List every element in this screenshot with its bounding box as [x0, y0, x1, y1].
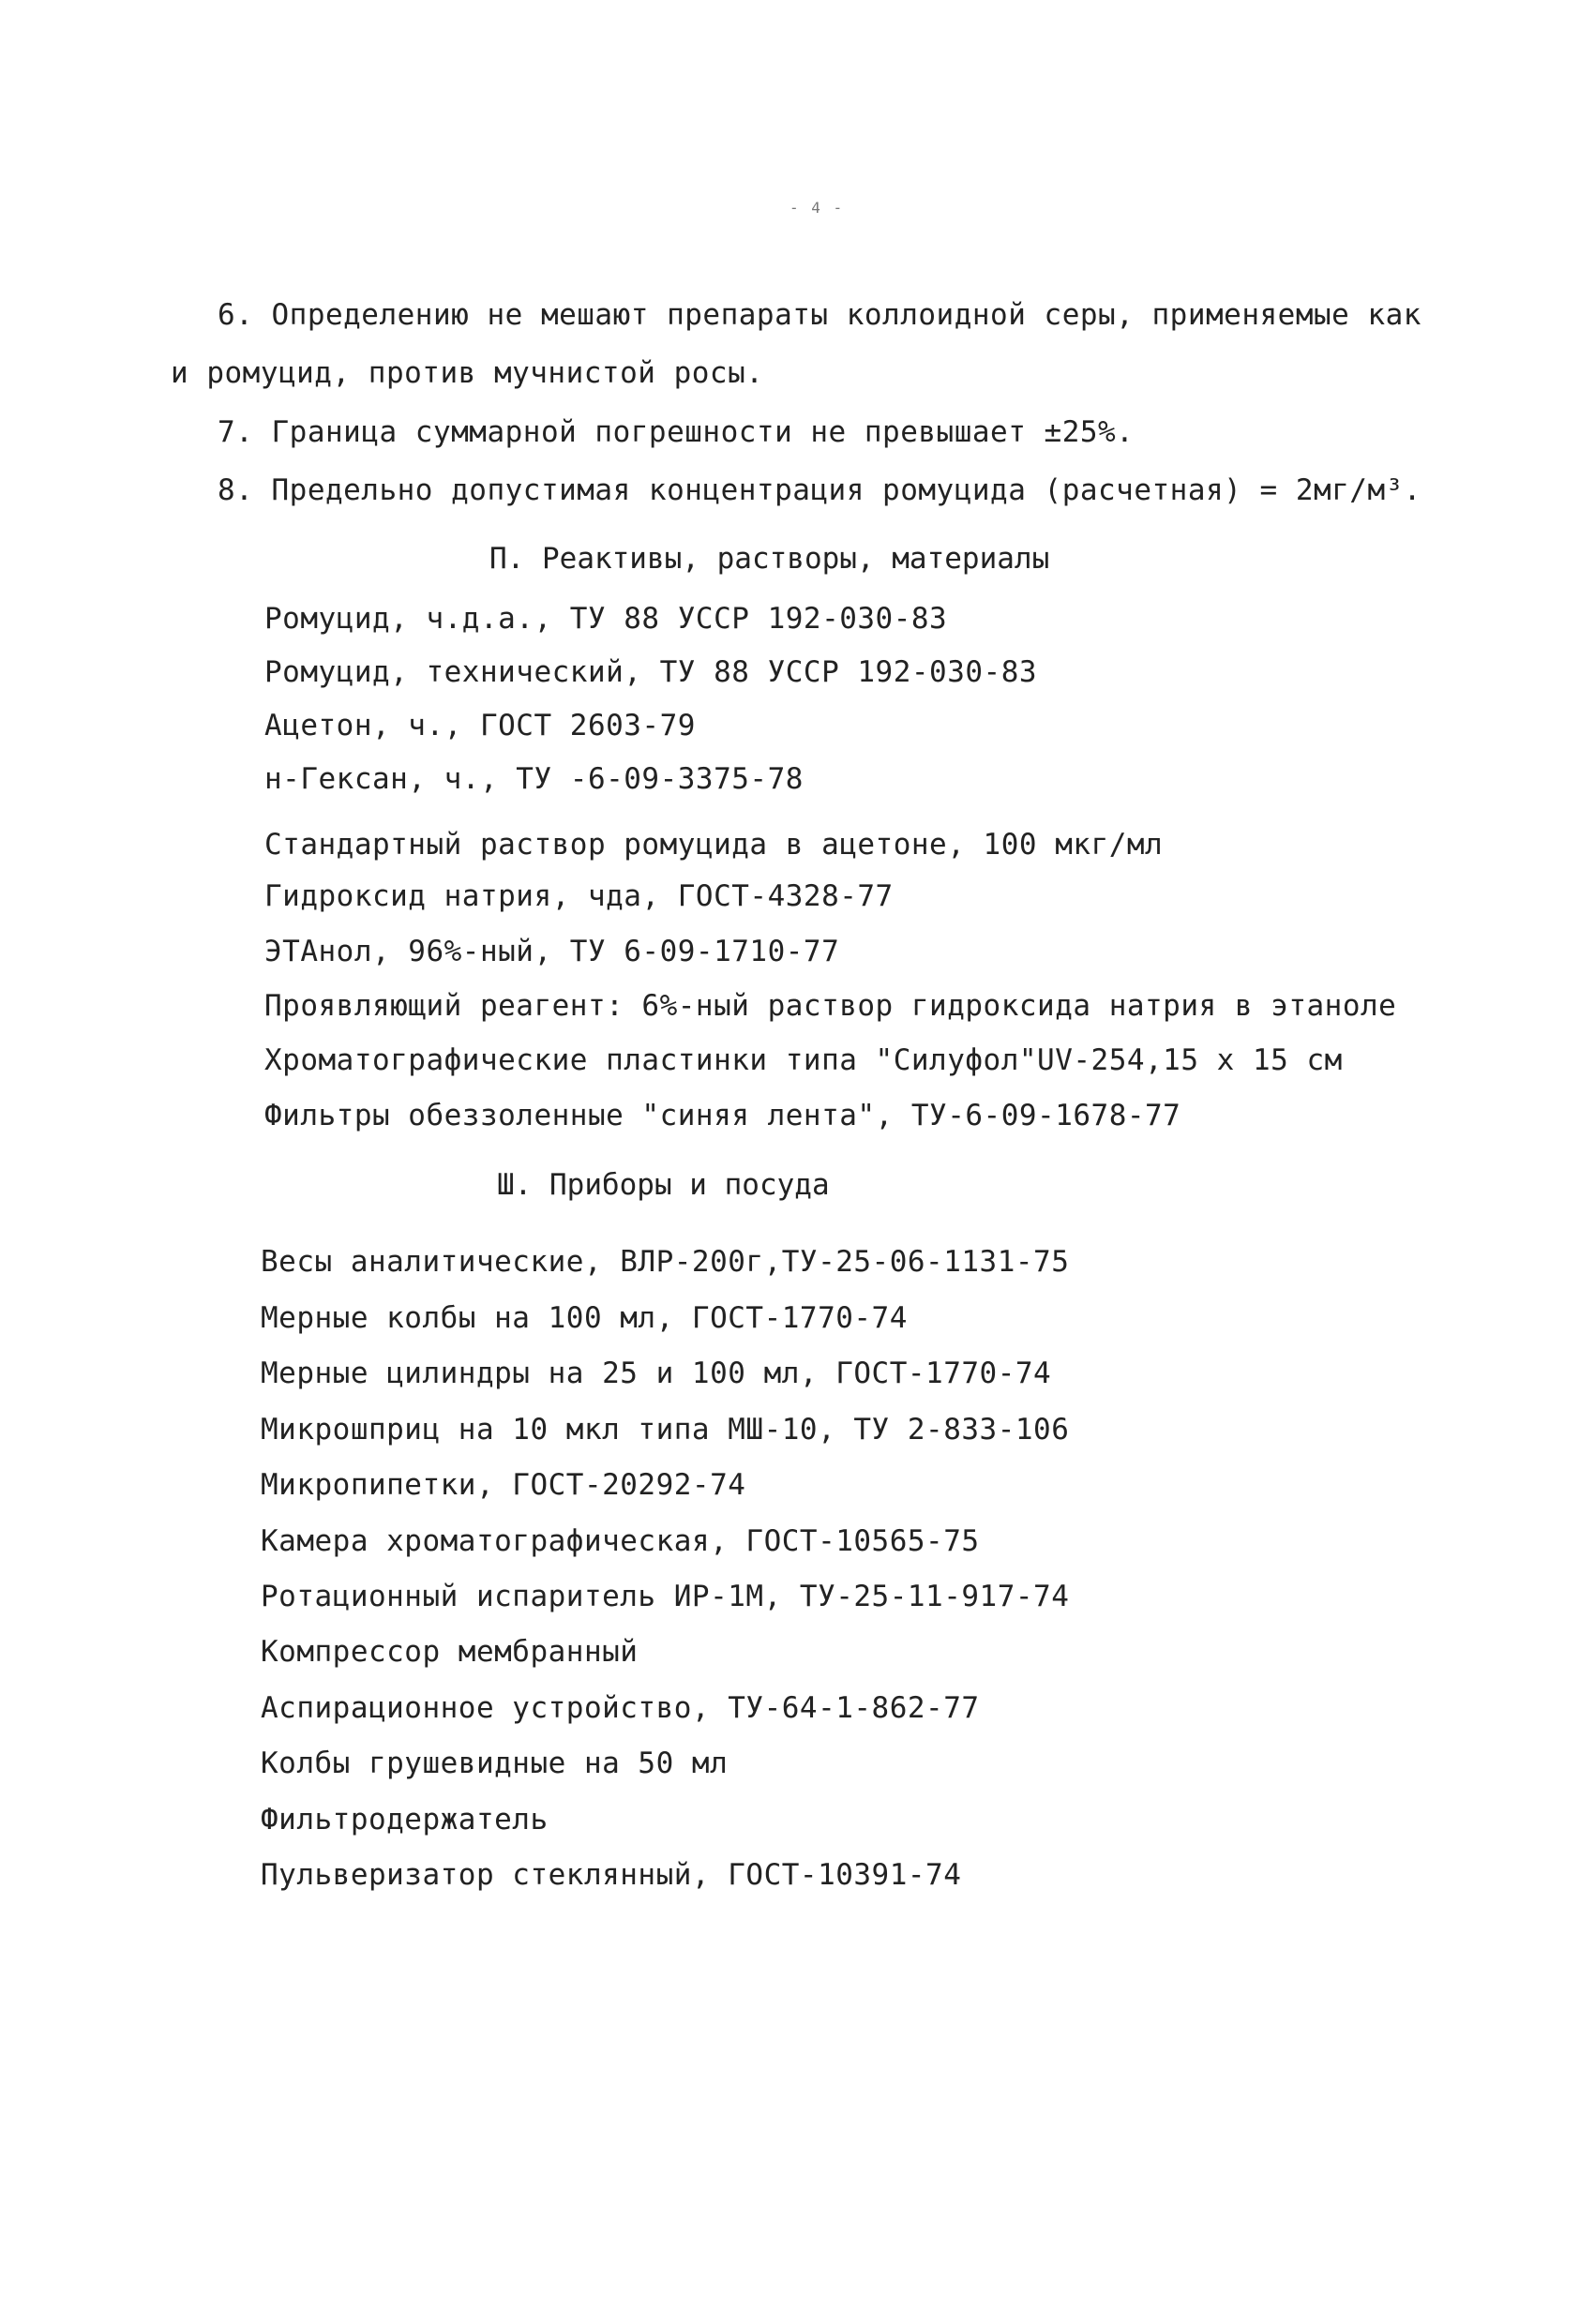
reagent-item: Фильтры обеззоленные "синяя лента", ТУ-6-09-1678-77: [264, 1099, 1181, 1132]
note-8: 8. Предельно допустимая концентрация ромуцида (расчетная) = 2мг/м³.: [218, 473, 1421, 507]
reagent-item: Ацетон, ч., ГОСТ 2603-79: [264, 709, 696, 742]
device-item: Весы аналитические, ВЛР-200г,ТУ-25-06-1131-75: [261, 1245, 1070, 1279]
device-item: Колбы грушевидные на 50 мл: [261, 1747, 729, 1780]
note-6-line-1: 6. Определению не мешают препараты коллоидной серы, применяемые как: [218, 298, 1421, 332]
note-7: 7. Граница суммарной погрешности не превышает ±25%.: [218, 415, 1135, 449]
device-item: Микрошприц на 10 мкл типа МШ-10, ТУ 2-833-106: [261, 1413, 1070, 1447]
device-item: Микропипетки, ГОСТ-20292-74: [261, 1468, 746, 1502]
section-reagents-heading: П. Реактивы, растворы, материалы: [489, 542, 1050, 576]
page-number: - 4 -: [789, 199, 845, 217]
device-item: Пульверизатор стеклянный, ГОСТ-10391-74: [261, 1858, 962, 1892]
device-item: Ротационный испаритель ИР-1М, ТУ-25-11-917-74: [261, 1580, 1070, 1613]
section-devices-heading: Ш. Приборы и посуда: [497, 1168, 830, 1202]
reagent-item: Гидроксид натрия, чда, ГОСТ-4328-77: [264, 879, 894, 913]
device-item: Мерные колбы на 100 мл, ГОСТ-1770-74: [261, 1301, 908, 1335]
reagent-item: Ромуцид, технический, ТУ 88 УССР 192-030-83: [264, 655, 1038, 689]
reagent-item: Хроматографические пластинки типа "Силуфол"UV-254,15 х 15 см: [264, 1043, 1343, 1077]
device-item: Компрессор мембранный: [261, 1635, 639, 1669]
reagent-item: Ромуцид, ч.д.а., ТУ 88 УССР 192-030-83: [264, 602, 948, 636]
device-item: Аспирационное устройство, ТУ-64-1-862-77: [261, 1691, 980, 1725]
note-6-line-2: и ромуцид, против мучнистой росы.: [171, 356, 764, 390]
reagent-item: ЭТАнол, 96%-ный, ТУ 6-09-1710-77: [264, 935, 840, 968]
device-item: Мерные цилиндры на 25 и 100 мл, ГОСТ-1770-74: [261, 1357, 1052, 1390]
device-item: Камера хроматографическая, ГОСТ-10565-75: [261, 1524, 980, 1558]
reagent-item: н-Гексан, ч., ТУ -6-09-3375-78: [264, 762, 804, 796]
reagent-item: Стандартный раствор ромуцида в ацетоне, 100 мкг/мл: [264, 828, 1164, 862]
device-item: Фильтродержатель: [261, 1803, 549, 1837]
reagent-item: Проявляющий реагент: 6%-ный раствор гидроксида натрия в этаноле: [264, 989, 1397, 1023]
